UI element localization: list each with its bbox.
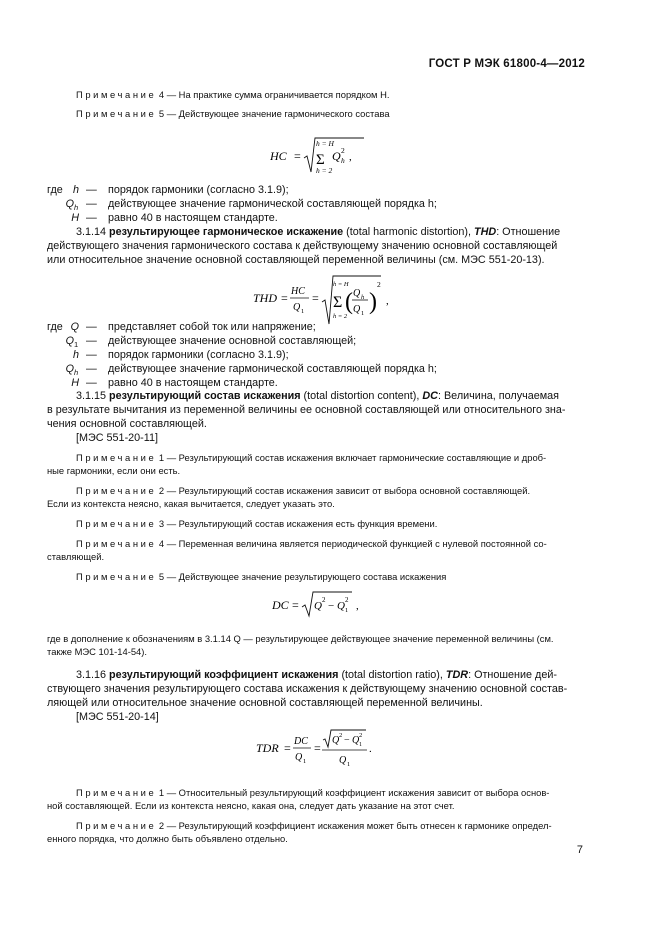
legend-subscript: 1	[74, 340, 79, 349]
note-label: Примечание	[76, 571, 157, 582]
note-label: Примечание	[76, 452, 157, 463]
note-label: Примечание	[76, 538, 157, 549]
formula-lhs: TDR	[256, 741, 279, 755]
where-word: где	[47, 321, 63, 333]
term-q1-superscript: 2	[345, 596, 349, 604]
term-abbreviation: TDR	[445, 669, 469, 681]
equals-sign: =	[312, 291, 319, 305]
legend-dash: —	[86, 184, 97, 196]
legend-dash: —	[86, 377, 97, 389]
legend-symbol: h	[72, 349, 79, 361]
formula-tdr	[256, 728, 386, 772]
equals-sign: =	[284, 741, 291, 755]
legend-symbol: Q	[65, 335, 74, 347]
term-english: (total harmonic distortion),	[346, 226, 471, 238]
term-abbreviation: THD	[473, 226, 497, 238]
fraction-numerator: HC	[291, 286, 305, 297]
legend-definition: действующее значение гармонической составляющей порядка h;	[108, 198, 437, 210]
note-text: — На практике сумма ограничивается порядком H.	[166, 89, 390, 100]
note-2-continuation: Если из контекста неясно, какая вычитается, следует указать это.	[47, 498, 335, 509]
section-3-1-15-reference: [МЭС 551-20-11]	[76, 432, 158, 444]
note-2-tdr-continuation: енного порядка, что должно быть объявлено отдельно.	[47, 833, 288, 844]
note-text: — Результирующий коэффициент искажения может быть отнесен к гармонике определ-	[166, 820, 552, 831]
legend-dash: —	[86, 363, 97, 375]
note-4	[76, 537, 547, 550]
legend-definition: действующее значение основной составляющей;	[108, 335, 357, 347]
note-number: 4	[158, 538, 165, 549]
section-number: 3.1.16	[76, 669, 107, 681]
note-text: — Результирующий состав искажения зависит от выбора основной составляющей.	[166, 485, 531, 496]
section-3-1-14-heading	[76, 225, 586, 239]
section-3-1-14-line3: или относительное значение основной составляющей переменной величины (см. МЭС 551-20-13).	[47, 254, 545, 266]
note-4	[76, 88, 389, 101]
term-name: результирующий состав искажения	[109, 390, 301, 402]
section-3-1-15-heading	[76, 389, 559, 403]
term-q: Q	[314, 600, 322, 612]
definition-start: : Отношение	[496, 226, 561, 238]
note-3	[76, 517, 437, 530]
sum-lower-limit: h = 2	[333, 313, 348, 320]
legend-definition: равно 40 в настоящем стандарте.	[108, 377, 278, 389]
note-label: Примечание	[76, 89, 157, 100]
note-label: Примечание	[76, 820, 157, 831]
fraction-denominator: Q	[295, 752, 303, 763]
term-q1-subscript: 1	[359, 742, 362, 748]
note-5	[76, 107, 390, 120]
note-2	[76, 484, 530, 497]
addition-line-2: также МЭС 101-14-54).	[47, 646, 147, 657]
note-number: 3	[158, 518, 165, 529]
note-number: 1	[158, 787, 165, 798]
legend-dash: —	[86, 321, 97, 333]
section-3-1-16-line2: ствующего значения результирующего состава искажения к действующему значению основной состав-	[47, 683, 568, 695]
legend-dash: —	[86, 198, 97, 210]
term-english: (total distortion content),	[303, 390, 420, 402]
sum-upper-limit: h = H	[316, 139, 334, 148]
note-label: Примечание	[76, 518, 157, 529]
inner-denominator-subscript: 1	[361, 310, 365, 317]
legend-dash: —	[86, 335, 97, 347]
denominator-2-subscript: 1	[347, 761, 351, 768]
note-text: — Переменная величина является периодической функцией с нулевой постоянной со-	[166, 538, 547, 549]
legend-definition: представляет собой ток или напряжение;	[108, 321, 316, 333]
note-text: — Относительный результирующий коэффициент искажения зависит от выбора основ-	[166, 787, 550, 798]
formula-tail: ,	[349, 151, 352, 163]
note-text: — Результирующий состав искажения есть функция времени.	[166, 518, 438, 529]
minus-sign: −	[344, 735, 350, 746]
section-3-1-16-heading	[76, 668, 557, 682]
note-text: — Действующее значение результирующего состава искажения	[166, 571, 447, 582]
legend-symbol: Q	[65, 363, 74, 375]
formula-lhs: THD	[253, 291, 278, 305]
sum-lower-limit: h = 2	[316, 166, 333, 175]
document-header: ГОСТ Р МЭК 61800-4—2012	[428, 58, 585, 70]
definition-start: : Величина, получаемая	[437, 390, 560, 402]
term-q-superscript: 2	[339, 732, 343, 739]
legend-symbol: Q	[70, 321, 79, 333]
legend-symbol: h	[72, 184, 79, 196]
note-label: Примечание	[76, 485, 157, 496]
term-q1: Q	[352, 735, 360, 746]
formula-hc	[270, 136, 380, 176]
denominator-subscript: 1	[303, 758, 307, 765]
formula-lhs: HC	[270, 149, 287, 163]
legend-block-1	[0, 183, 661, 228]
note-1	[76, 451, 546, 464]
addition-line-1: где в дополнение к обозначениям в 3.1.14 Q — результирующее действующее значение переменной величины (см.	[47, 633, 554, 644]
note-4-continuation: ставляющей.	[47, 551, 105, 562]
note-2-tdr	[76, 819, 552, 832]
fraction-numerator: DC	[294, 736, 308, 747]
denominator-subscript: 1	[301, 308, 305, 315]
inner-numerator-subscript: h	[361, 294, 365, 301]
note-number: 1	[158, 452, 165, 463]
legend-subscript: h	[74, 203, 79, 212]
term-q1: Q	[337, 600, 345, 612]
paren-superscript: 2	[377, 280, 381, 289]
formula-tail: .	[369, 743, 372, 755]
formula-thd	[253, 274, 398, 326]
equals-sign-2: =	[314, 741, 321, 755]
formula-tail: ,	[356, 600, 359, 612]
sum-upper-limit: h = H	[333, 281, 349, 288]
note-number: 5	[158, 571, 165, 582]
term-q-superscript: 2	[322, 596, 326, 604]
section-3-1-16-reference: [МЭС 551-20-14]	[76, 711, 159, 723]
term-abbreviation: DC	[422, 390, 438, 402]
note-text: — Действующее значение гармонического состава	[166, 108, 390, 119]
section-3-1-16-line3: ляющей или относительное значение основной составляющей переменной величины.	[47, 697, 483, 709]
section-3-1-15-line3: чения основной составляющей.	[47, 418, 207, 430]
legend-block-2	[0, 320, 661, 392]
legend-dash: —	[86, 349, 97, 361]
term-name: результирующий коэффициент искажения	[109, 669, 339, 681]
term-subscript: h	[341, 156, 345, 165]
formula-lhs: DC	[272, 598, 289, 612]
note-number: 5	[158, 108, 165, 119]
legend-dash: —	[86, 212, 97, 224]
formula-dc	[272, 590, 364, 620]
minus-sign: −	[328, 600, 335, 612]
note-label: Примечание	[76, 108, 157, 119]
legend-definition: порядок гармоники (согласно 3.1.9);	[108, 349, 289, 361]
section-number: 3.1.15	[76, 390, 107, 402]
legend-symbol: H	[71, 377, 79, 389]
legend-symbol: Q	[65, 198, 74, 210]
legend-symbol: H	[71, 212, 79, 224]
legend-definition: порядок гармоники (согласно 3.1.9);	[108, 184, 289, 196]
note-1-tdr-continuation: ной составляющей. Если из контекста неясно, какая она, следует дать указание на этот счет.	[47, 800, 455, 811]
equals-sign: =	[281, 291, 288, 305]
formula-tail: ,	[386, 295, 389, 307]
term-q1-subscript: 1	[345, 607, 349, 614]
equals-sign: =	[292, 598, 299, 612]
definition-start: : Отношение дей-	[468, 669, 557, 681]
note-text: — Результирующий состав искажения включает гармонические составляющие и дроб-	[166, 452, 547, 463]
sum-symbol: Σ	[333, 294, 343, 311]
where-word: где	[47, 184, 63, 196]
fraction-denominator: Q	[293, 302, 301, 313]
section-3-1-14-line2: действующего значения гармонического состава к действующему значению основной составляющей	[47, 240, 558, 252]
page-number: 7	[576, 844, 583, 856]
section-3-1-15-line2: в результате вычитания из переменной величины ее основной составляющей или относительного зна-	[47, 404, 566, 416]
sum-symbol: Σ	[316, 152, 325, 168]
note-label: Примечание	[76, 787, 157, 798]
note-5	[76, 570, 446, 583]
note-number: 2	[158, 485, 165, 496]
note-1-continuation: ные гармоники, если они есть.	[47, 465, 181, 476]
inner-denominator: Q	[353, 304, 361, 315]
fraction-denominator-2: Q	[339, 755, 347, 766]
inner-numerator: Q	[353, 288, 361, 299]
term-name: результирующее гармоническое искажение	[109, 226, 344, 238]
legend-definition: равно 40 в настоящем стандарте.	[108, 212, 278, 224]
note-1-tdr	[76, 786, 549, 799]
term-superscript: 2	[341, 146, 345, 155]
term-q: Q	[332, 735, 340, 746]
term-q: Q	[332, 149, 341, 163]
section-number: 3.1.14	[76, 226, 107, 238]
legend-subscript: h	[74, 368, 79, 377]
right-paren: )	[369, 289, 377, 315]
note-number: 2	[158, 820, 165, 831]
note-number: 4	[158, 89, 165, 100]
left-paren: (	[345, 289, 353, 315]
equals-sign: =	[294, 149, 301, 163]
legend-definition: действующее значение гармонической составляющей порядка h;	[108, 363, 437, 375]
term-q1-superscript: 2	[359, 732, 363, 739]
term-english: (total distortion ratio),	[341, 669, 443, 681]
